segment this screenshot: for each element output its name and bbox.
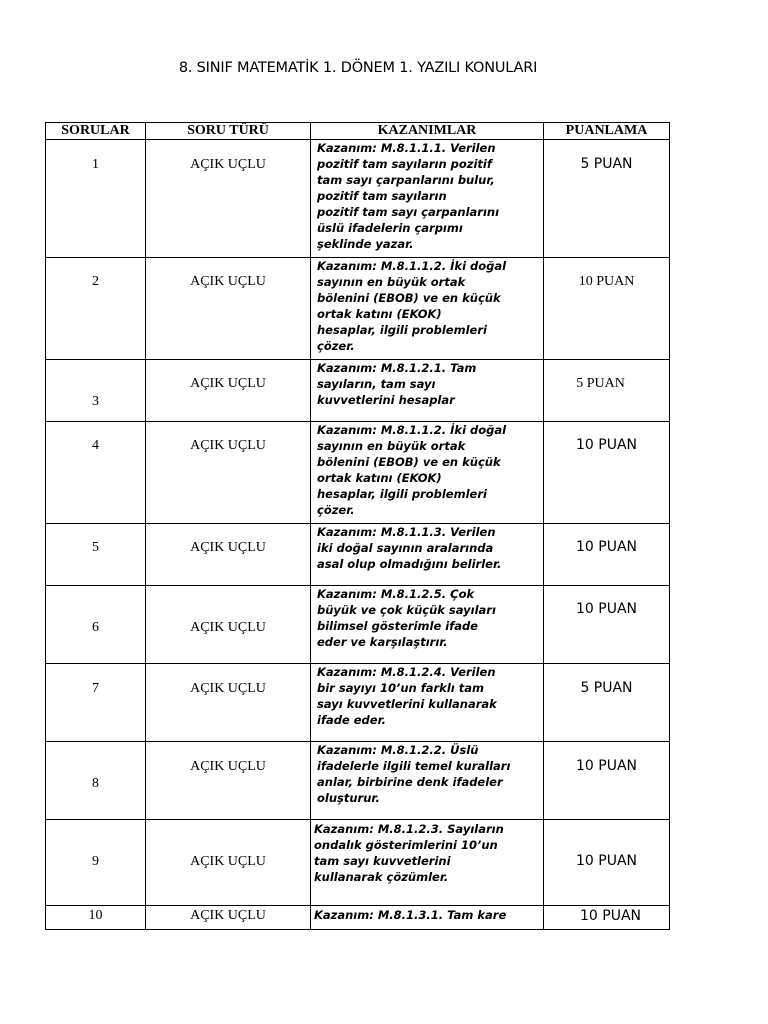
question-number: 1 bbox=[92, 157, 99, 172]
points-value: 10 PUAN bbox=[578, 274, 635, 289]
table-row bbox=[45, 664, 670, 742]
table-row bbox=[45, 820, 670, 906]
kazanim-text: Kazanım: M.8.1.1.1. Verilen pozitif tam sayıların pozitif tam sayı çarpanlarını bulur, pozitif tam sayıların pozitif tam sayı çarpanlarını üslü ifadelerin çarpımı şeklinde yazar. bbox=[317, 141, 500, 251]
kazanim-text: Kazanım: M.8.1.2.1. Tam sayıların, tam sayı kuvvetlerini hesaplar bbox=[317, 361, 477, 407]
table-row bbox=[45, 140, 670, 258]
question-number: 6 bbox=[92, 620, 99, 635]
question-type: AÇIK UÇLU bbox=[190, 854, 266, 869]
points-value: 10 PUAN bbox=[579, 908, 641, 924]
question-number: 2 bbox=[92, 274, 99, 289]
question-number: 8 bbox=[92, 776, 99, 791]
table-row bbox=[45, 906, 670, 930]
question-type: AÇIK UÇLU bbox=[190, 274, 266, 289]
kazanim-text: Kazanım: M.8.1.2.4. Verilen bir sayıyı 10’un farklı tam sayı kuvvetlerini kullanarak ifade eder. bbox=[317, 665, 497, 727]
question-type: AÇIK UÇLU bbox=[190, 908, 266, 923]
question-number: 3 bbox=[92, 394, 99, 409]
table-row bbox=[45, 524, 670, 586]
kazanim-text: Kazanım: M.8.1.3.1. Tam kare bbox=[314, 908, 507, 922]
topics-table bbox=[45, 122, 670, 930]
table-row bbox=[45, 258, 670, 360]
question-type: AÇIK UÇLU bbox=[190, 681, 266, 696]
points-value: 10 PUAN bbox=[575, 758, 637, 774]
page-title: 8. SINIF MATEMATİK 1. DÖNEM 1. YAZILI KONULARI bbox=[178, 60, 538, 76]
question-number: 10 bbox=[88, 908, 103, 923]
header-kazanimlar: KAZANIMLAR bbox=[311, 123, 544, 139]
question-number: 9 bbox=[92, 854, 99, 869]
table-header bbox=[45, 122, 670, 140]
question-number: 4 bbox=[92, 438, 99, 453]
question-type: AÇIK UÇLU bbox=[190, 376, 266, 391]
kazanim-text: Kazanım: M.8.1.1.2. İki doğal sayının en büyük ortak bölenini (EBOB) ve en küçük ortak katını (EKOK) hesaplar, ilgili problemleri çözer. bbox=[317, 259, 507, 353]
header-sorular: SORULAR bbox=[46, 123, 146, 139]
question-number: 5 bbox=[92, 540, 99, 555]
header-puanlama: PUANLAMA bbox=[565, 123, 648, 138]
question-type: AÇIK UÇLU bbox=[190, 540, 266, 555]
points-value: 10 PUAN bbox=[575, 853, 637, 869]
points-value: 5 PUAN bbox=[580, 156, 633, 172]
table-row bbox=[45, 742, 670, 820]
points-value: 5 PUAN bbox=[576, 376, 625, 391]
header-soru-turu: SORU TÜRÜ bbox=[146, 123, 311, 139]
table-row bbox=[45, 360, 670, 422]
question-type: AÇIK UÇLU bbox=[190, 157, 266, 172]
question-number: 7 bbox=[92, 681, 99, 696]
question-type: AÇIK UÇLU bbox=[190, 759, 266, 774]
kazanim-text: Kazanım: M.8.1.2.5. Çok büyük ve çok küçük sayıları bilimsel gösterimle ifade eder ve karşılaştırır. bbox=[317, 587, 496, 649]
kazanim-text: Kazanım: M.8.1.2.2. Üslü ifadelerle ilgili temel kuralları anlar, birbirine denk ifadeler oluşturur. bbox=[317, 743, 511, 805]
question-type: AÇIK UÇLU bbox=[190, 438, 266, 453]
points-value: 10 PUAN bbox=[575, 437, 637, 453]
kazanim-text: Kazanım: M.8.1.1.2. İki doğal sayının en büyük ortak bölenini (EBOB) ve en küçük ortak katını (EKOK) hesaplar, ilgili problemleri çözer. bbox=[317, 423, 507, 517]
table-row bbox=[45, 422, 670, 524]
points-value: 10 PUAN bbox=[575, 539, 637, 555]
kazanim-text: Kazanım: M.8.1.2.3. Sayıların ondalık gösterimlerini 10’un tam sayı kuvvetlerini kullanarak çözümler. bbox=[314, 822, 504, 884]
points-value: 10 PUAN bbox=[575, 601, 637, 617]
table-row bbox=[45, 586, 670, 664]
kazanim-text: Kazanım: M.8.1.1.3. Verilen iki doğal sayının aralarında asal olup olmadığını belirler. bbox=[317, 525, 502, 571]
points-value: 5 PUAN bbox=[580, 680, 633, 696]
question-type: AÇIK UÇLU bbox=[190, 620, 266, 635]
